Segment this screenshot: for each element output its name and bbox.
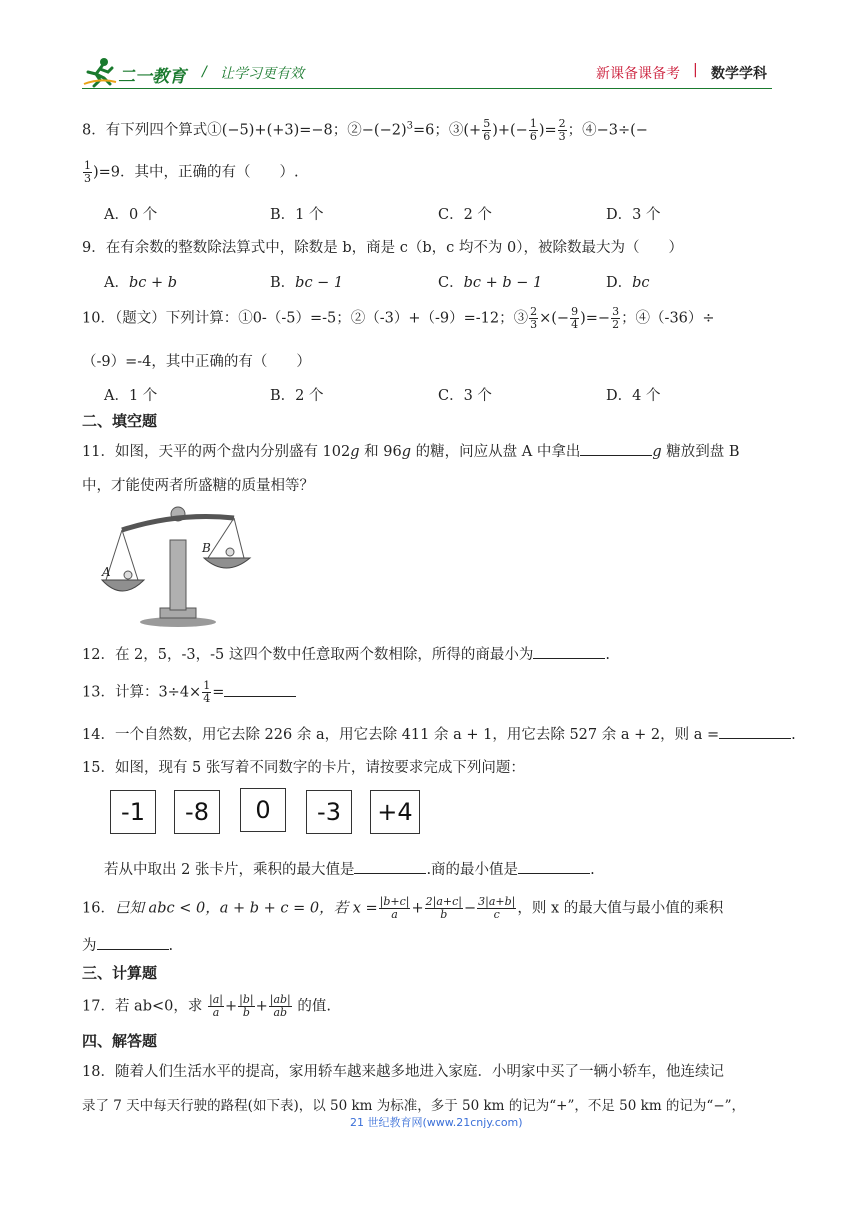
fraction: $\frac{3|a+b|}{c}$	[478, 895, 516, 921]
fraction: $\frac{1}{6}$	[529, 117, 537, 143]
question-10: 10．（题文）下列计算：①0-（-5）=-5；②（-3）+（-9）=-12；③ $\frac{2}{3}$ ×(− $\frac{9}{4}$ )=− $\frac{3}{2}$ ；④（-36）÷	[82, 305, 715, 331]
header-logo	[82, 56, 190, 90]
question-10-line2: （-9）=-4，其中正确的有（ ）	[82, 354, 311, 370]
fraction: $\frac{2}{3}$	[558, 117, 566, 143]
question-8: 8．有下列四个算式①(−5)+(+3)=−8；$②-(-2)^3=6$；③(+ $\frac{5}{6}$ )+(− $\frac{1}{6}$ )= $\frac{2}{3}$ ；④−3÷(−	[82, 117, 648, 143]
question-18: 18．随着人们生活水平的提高，家用轿车越来越多地进入家庭．小明家中买了一辆小轿车，他连续记	[82, 1064, 724, 1080]
q8-option-d: D．3 个	[606, 207, 661, 223]
answer-blank	[580, 441, 652, 456]
question-16: 16．已知 abc < 0，a + b + c = 0，若 x = $\frac{|b+c|}{a}$ + $\frac{2|a+c|}{b}$ − $\frac{3|a+b|}{c}$ ，则 x 的最大值与最小值的乘积	[82, 895, 724, 921]
q9-option-d: D．bc	[606, 275, 650, 291]
question-15: 15．如图，现有 5 张写着不同数字的卡片，请按要求完成下列问题：	[82, 760, 525, 776]
pan-a-label: A	[102, 565, 111, 579]
answer-blank	[97, 935, 169, 950]
question-9: 9．在有余数的整数除法算式中，除数是 b，商是 c（b，c 均不为 0），被除数最大为（ ）	[82, 240, 683, 256]
fraction: $\frac{2}{3}$	[530, 305, 538, 331]
number-card: -3	[306, 790, 352, 834]
q10-option-a: A．1 个	[104, 388, 158, 404]
number-card: -1	[110, 790, 156, 834]
question-8-line2: $\frac{1}{3}$ )=9．其中，正确的有（ ）.	[84, 159, 299, 185]
question-18-line2: 录了 7 天中每天行驶的路程(如下表)，以 50 km 为标准，多于 50 km 的记为“+”，不足 50 km 的记为“−”，	[82, 1098, 746, 1114]
runner-icon	[82, 56, 118, 88]
question-14: 14．一个自然数，用它去除 226 余 a，用它去除 411 余 a + 1，用它去除 527 余 a + 2，则 a = .	[82, 723, 796, 744]
footer-source: 21 世纪教育网(www.21cnjy.com)	[350, 1116, 523, 1129]
section-heading-fill-blank: 二、填空题	[82, 412, 158, 430]
question-17: 17．若 ab<0，求 $\frac{|a|}{a}$ + $\frac{|b|}{b}$ + $\frac{|ab|}{ab}$ 的值.	[82, 993, 331, 1019]
section-heading-calculation: 三、计算题	[82, 964, 158, 982]
q8-option-b: B．1 个	[270, 207, 324, 223]
header-subject: 数学学科	[711, 66, 767, 82]
fraction: $\frac{|b|}{b}$	[239, 993, 254, 1019]
q8-option-a: A．0 个	[104, 207, 158, 223]
question-15-sub: 若从中取出 2 张卡片，乘积的最大值是 .商的最小值是 .	[104, 858, 595, 879]
question-13: 13．计算：3÷4× $\frac{1}{4}$ =	[82, 680, 296, 705]
fraction: $\frac{|ab|}{ab}$	[269, 993, 291, 1019]
answer-blank	[719, 724, 791, 739]
fraction: $\frac{5}{6}$	[483, 117, 491, 143]
answer-blank	[533, 644, 605, 659]
question-11: 11．如图，天平的两个盘内分别盛有 102g 和 96g 的糖，问应从盘 A 中拿出 g 糖放到盘 B	[82, 440, 740, 461]
header-course: 新课备课备考	[596, 66, 680, 82]
fraction: $\frac{2|a+c|}{b}$	[425, 895, 462, 921]
balance-scale-figure	[100, 500, 260, 630]
number-card: -8	[174, 790, 220, 834]
question-12: 12．在 2，5，-3，-5 这四个数中任意取两个数相除，所得的商最小为 .	[82, 643, 610, 664]
header-divider: |	[693, 62, 698, 78]
slogan-separator: /	[202, 64, 207, 80]
q8-option-c: C．2 个	[438, 207, 492, 223]
fraction: $\frac{|a|}{a}$	[208, 993, 223, 1019]
slogan: 让学习更有效	[220, 66, 304, 82]
pan-b-label: B	[202, 541, 211, 555]
q10-option-d: D．4 个	[606, 388, 661, 404]
answer-blank	[224, 682, 296, 697]
fraction: $\frac{1}{4}$	[203, 679, 211, 705]
question-11-line2: 中，才能使两者所盛糖的质量相等？	[82, 478, 314, 494]
number-card: 0	[240, 788, 286, 832]
number-card: +4	[370, 790, 420, 834]
fraction: $\frac{1}{3}$	[84, 159, 91, 185]
answer-blank	[518, 859, 590, 874]
header-rule	[82, 88, 772, 89]
q9-option-b: B．bc − 1	[270, 275, 344, 291]
q10-option-b: B．2 个	[270, 388, 324, 404]
logo-text: 二一教育	[118, 67, 186, 87]
q9-option-c: C．bc + b − 1	[438, 275, 543, 291]
q10-option-c: C．3 个	[438, 388, 492, 404]
section-heading-solution: 四、解答题	[82, 1032, 158, 1050]
q9-option-a: A．bc + b	[104, 275, 178, 291]
fraction: $\frac{3}{2}$	[612, 305, 620, 331]
fraction: $\frac{9}{4}$	[571, 305, 579, 331]
answer-blank	[354, 859, 426, 874]
fraction: $\frac{|b+c|}{a}$	[379, 895, 410, 921]
question-16-line2: 为 .	[82, 934, 173, 955]
